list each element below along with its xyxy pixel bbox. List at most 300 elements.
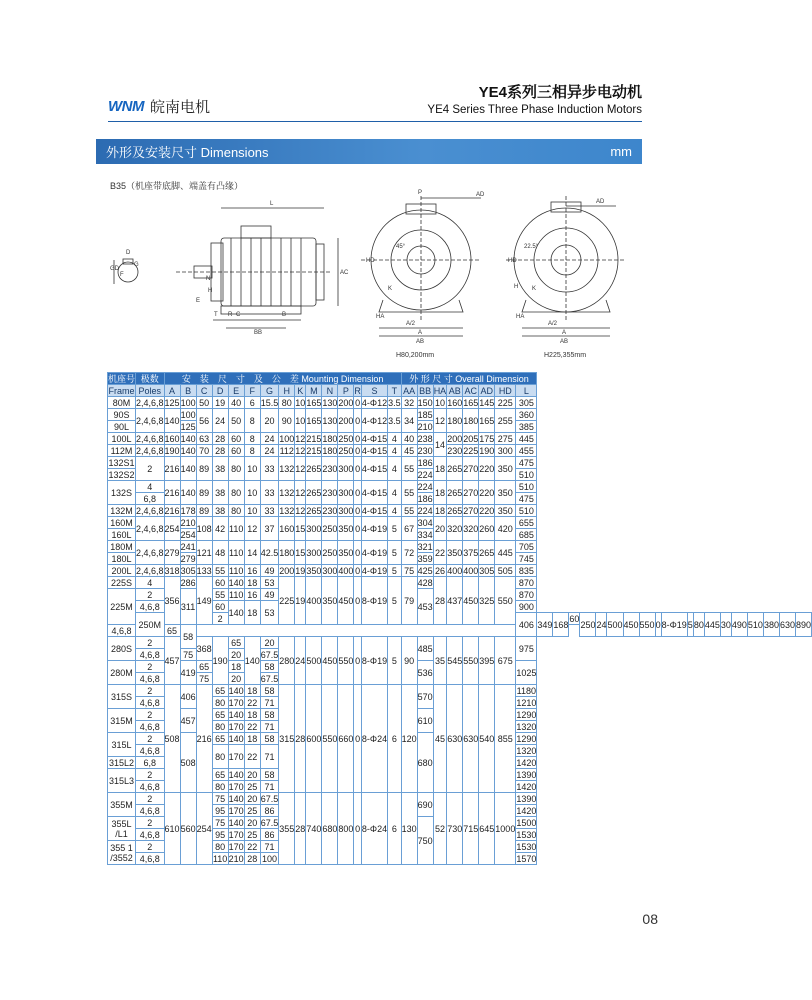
brand-mark: WNM [108,98,144,115]
table-cell: 24 [212,409,228,433]
table-cell: 355 1 /3552 [108,841,136,865]
header-cell: 极数 [136,373,165,385]
header-title-en: YE4 Series Three Phase Induction Motors [427,104,642,116]
table-cell: 545 [447,637,463,685]
table-cell: 508 [180,733,196,793]
table-cell: 315M [108,709,136,733]
table-cell: 58 [260,733,279,745]
table-cell: 350 [338,541,354,565]
table-row [108,793,812,805]
table-cell: 570 [417,685,433,709]
table-cell: 4,6,8 [136,673,165,685]
table-cell: 835 [516,565,537,577]
table-cell: 8-Φ19 [361,637,387,685]
table-header-cn [108,373,812,385]
front-view-1-label-6: A [418,330,423,336]
table-cell: 100 [180,409,196,420]
table-cell: 0 [655,613,661,637]
table-cell: 140 [244,637,260,685]
table-cell: 2 [136,661,165,673]
table-cell: 145 [479,397,495,408]
table-cell: 2,4,6,8 [136,445,164,456]
table-cell: 112M [108,445,136,457]
side-view-label-1: AC [340,270,349,276]
table-cell: 133 [196,565,212,576]
side-view-label-13: G [134,262,139,268]
table-cell: 28 [212,445,228,457]
table-cell: 265 [306,481,322,505]
table-cell: 450 [322,637,338,685]
table-cell: 279 [180,553,196,564]
table-cell: 18 [244,601,260,625]
table-cell: 400 [463,565,479,576]
table-cell: 79 [401,577,417,625]
table-cell: 125 [164,397,180,408]
table-cell: 286 [180,577,196,588]
table-cell: 400 [447,565,463,576]
header-cell: F [244,385,260,397]
table-cell: 630 [779,613,795,637]
table-cell: 80 [693,613,704,637]
table-row [108,457,812,469]
table-cell: 4,6,8 [136,781,165,793]
table-cell: 18 [244,709,260,721]
header-cell: B [180,385,196,397]
table-cell: 2 [136,733,165,745]
side-view [114,208,338,328]
table-cell: 475 [516,457,537,469]
table-cell: 0 [354,793,362,865]
table-cell: 71 [260,841,279,853]
front-view-2-label-8: HA [516,314,525,320]
table-cell: 12 [244,517,260,541]
table-cell: 140 [228,733,244,744]
table-cell: 224 [417,469,433,480]
header-cell: 外 形 尺 寸 Overall Dimension [401,373,537,385]
table-row [108,481,812,493]
table-cell: 2 [136,637,165,649]
header-cell: R [354,385,361,396]
table-cell: 0 [355,397,361,408]
side-view-label-7: C [236,312,241,318]
table-cell: 67.5 [260,649,279,660]
table-cell: 2 [136,817,165,829]
table-cell: 1025 [516,661,537,685]
table-cell: 230 [322,457,338,481]
table-cell: 350 [495,457,516,481]
table-cell: 53 [260,577,279,589]
table-cell: 18 [228,661,244,673]
table-cell: 67.5 [260,817,279,828]
table-cell: 60 [212,577,228,589]
header-cell: 机座号 [108,373,136,384]
table-cell: 42 [212,517,228,541]
table-cell: 2 [136,685,165,697]
table-cell: 38 [212,505,228,517]
header-cell: HD [495,385,516,397]
table-cell: 4,6,8 [136,601,165,613]
table-cell: 110 [228,541,244,565]
table-cell: 0 [354,409,362,433]
table-cell: 20 [260,409,279,433]
table-cell: 120 [401,685,417,793]
table-cell: 3.5 [388,397,401,408]
table-cell: 4 [388,505,402,517]
table-cell: 20 [433,517,447,541]
table-cell: 4-Φ15 [361,481,387,505]
table-cell: 140 [228,601,244,625]
table-cell: 63 [196,433,212,445]
table-cell: 140 [180,445,196,456]
table-cell: 180 [322,433,338,444]
table-cell: 40 [228,397,244,409]
mounting-subtitle: B35（机座带底脚、端盖有凸缘） [110,181,244,191]
table-cell: 25 [244,829,260,841]
table-cell: 1390 [516,793,537,804]
table-cell: 90 [279,409,295,433]
header-cell: P [338,385,354,397]
table-cell: 20 [244,769,260,781]
front-view-2-label-6: A [562,330,567,336]
table-row [108,433,812,445]
table-cell: 325 [479,577,495,625]
table-cell: 500 [306,637,322,685]
table-cell: 455 [516,445,537,457]
table-cell: 19 [295,577,306,625]
table-cell: 359 [417,553,433,564]
table-cell: 132S [108,481,136,505]
table-cell: 14 [244,541,260,565]
table-cell: 175 [479,433,495,444]
table-cell: 300 [495,445,516,457]
table-cell: 254 [196,793,212,865]
table-cell: 2,4,6,8 [136,409,165,433]
header-rule [108,121,642,122]
table-cell: 210 [417,421,433,432]
document-header [427,81,642,116]
table-cell: 24 [260,445,279,457]
table-cell: 4 [136,577,165,589]
table-cell: 300 [338,481,354,505]
front-view-1-label-0: P [418,190,423,196]
table-cell: 255 [495,409,516,433]
table-cell: 6,8 [136,493,165,505]
table-cell: 630 [463,685,479,793]
table-cell: 2 [136,709,165,721]
table-row [108,637,812,649]
table-cell: 2 [212,613,228,625]
table-cell: 40 [401,433,417,445]
front-view-1-label-7: AB [416,339,425,345]
table-cell: 58 [260,661,279,673]
table-cell: 55 [212,589,228,601]
table-cell: 80 [212,781,228,793]
header-cell: N [322,385,338,397]
table-cell: 315 [279,685,295,793]
table-cell: 1180 [516,685,537,696]
front-view-2-label-0: AD [596,199,605,205]
table-cell: 4,6,8 [136,805,165,817]
table-cell: 58 [260,709,279,721]
table-cell: 33 [260,481,279,505]
front-view-1-label-5: A/2 [406,321,416,327]
table-cell: 132 [279,481,295,505]
table-cell: 4-Φ15 [361,457,387,481]
table-cell: 395 [479,637,495,685]
table-cell: 315S [108,685,136,709]
table-cell: 37 [260,517,279,541]
table-cell: 49 [260,565,279,577]
table-cell: 315L [108,733,136,757]
table-cell: 20 [244,817,260,829]
table-row [108,685,812,697]
header-cell: M [306,385,322,397]
table-cell: 305 [516,397,537,409]
front-view-2-label-5: A/2 [548,321,558,327]
table-cell: 165 [306,409,322,433]
table-cell: 510 [747,613,763,637]
table-cell: 65 [164,625,180,637]
table-cell: 89 [196,481,212,505]
table-cell: 86 [260,829,279,841]
table-cell: 2 [136,769,165,781]
table-cell: 4,6,8 [136,853,165,865]
table-cell: 121 [196,541,212,565]
table-cell: 1290 [516,709,537,720]
section-title-bar [96,139,642,164]
front-view-1-label-1: AD [476,192,485,198]
table-row [108,397,812,409]
table-cell: 160 [164,433,180,444]
table-cell: 110 [229,589,244,600]
table-cell: 2,4,6,8 [136,505,164,516]
table-cell: 18 [244,733,260,745]
table-cell: 4-Φ12 [361,409,387,433]
table-cell: 225M [108,589,136,625]
table-cell: 690 [417,793,433,817]
table-cell: 45 [401,445,417,457]
table-cell: 0 [354,457,362,481]
table-cell: 75 [196,673,212,685]
table-cell: 150 [417,397,433,408]
table-cell: 375 [463,541,479,565]
table-cell: 250 [322,517,338,541]
table-cell: 265 [447,457,463,481]
table-cell: 450 [338,577,354,625]
table-cell: 60 [212,601,228,613]
table-cell: 550 [322,685,338,793]
header-cell: K [295,385,306,397]
table-cell: 15 [295,541,306,565]
side-view-label-4: R [228,312,233,318]
table-cell: 1500 [516,817,537,828]
table-cell: 0 [355,505,361,516]
table-cell: 660 [338,685,354,793]
table-cell: 170 [228,829,244,840]
table-cell: 28 [295,793,306,865]
table-cell: 215 [306,433,322,444]
table-cell: 65 [228,637,244,649]
table-cell: 65 [212,769,228,781]
table-cell: 740 [306,793,322,865]
table-cell: 0 [355,433,361,444]
table-cell: 855 [495,685,516,793]
table-cell: 0 [354,685,362,793]
table-cell: 130 [401,793,417,865]
table-cell: 160M [108,517,136,529]
table-cell: 80 [279,397,295,409]
header-cell: Frame [108,385,135,396]
table-cell: 8-Φ19 [361,577,387,625]
header-cell: BB [417,385,433,397]
table-cell: 8-Φ19 [661,613,687,637]
table-cell: 1420 [516,757,537,768]
table-cell: 900 [516,601,537,613]
table-cell: 270 [463,505,479,516]
table-cell: 4-Φ19 [361,517,387,541]
table-cell: 210 [228,853,244,864]
table-cell: 28 [295,685,306,793]
table-cell: 165 [479,409,495,433]
table-cell: 8-Φ24 [361,793,387,865]
table-cell: 280M [108,661,136,685]
table-cell: 140 [228,709,244,720]
table-cell: 5 [388,565,402,577]
table-cell: 0 [355,565,361,576]
table-cell: 95 [212,829,228,841]
table-cell: 10 [244,457,260,481]
table-cell: 4,6,8 [136,697,165,709]
table-cell: 2,4,6,8 [136,565,164,576]
table-cell: 10 [434,397,445,408]
table-cell: 140 [228,577,244,588]
table-cell: 428 [417,577,433,588]
table-cell: 4,6,8 [136,721,165,733]
table-cell: 168 [553,613,569,637]
table-cell: 140 [228,769,244,780]
side-view-label-0: L [270,201,274,207]
table-cell: 200 [338,409,354,433]
table-cell: 12 [295,433,306,444]
table-cell: 48 [212,541,228,565]
front-view-1-label-4: K [388,286,393,292]
table-cell: 380 [763,613,779,637]
table-cell: 75 [212,817,228,829]
table-cell: 185 [417,409,433,420]
table-cell: 12 [295,457,306,481]
table-cell: 457 [180,709,196,733]
table-cell: 28 [244,853,260,865]
table-cell: 265 [447,481,463,505]
table-cell: 178 [180,505,196,516]
table-cell: 745 [516,553,537,565]
front-view-2-label-4: K [532,286,537,292]
table-cell: 445 [704,613,720,637]
table-cell: 60 [228,433,244,445]
table-cell: 132M [108,505,136,517]
table-cell: 350 [338,517,354,541]
table-cell: 80 [212,721,228,733]
table-cell: 250 [338,445,354,456]
table-cell: 55 [401,505,417,517]
header-cell: C [196,385,212,397]
table-cell: 300 [338,457,354,481]
page-number: 08 [642,911,658,927]
table-cell: 334 [417,529,433,540]
table-cell: 200 [279,565,295,576]
table-cell: 550 [639,613,655,637]
table-cell: 250 [580,613,596,637]
table-cell: 132S1 [108,457,135,468]
table-cell: 160 [447,397,463,408]
table-cell: 730 [447,793,463,865]
table-cell: 18 [434,505,445,516]
table-cell: 2,4,6,8 [136,517,165,541]
motor-drawing-svg [96,188,642,360]
table-cell: 6 [388,685,402,793]
table-cell: 140 [228,793,244,804]
header-cell: AC [464,385,477,396]
table-cell: 280S [108,637,136,661]
unit-label: mm [610,144,632,159]
table-cell: 20 [260,637,279,649]
table-cell: 311 [180,589,196,625]
caption-h225-355: H225,355mm [544,352,587,359]
front-view-2-label-2: 22.5° [524,244,539,250]
table-cell: 95 [212,805,228,817]
table-cell: 33 [260,505,279,517]
table-cell: 265 [306,505,322,516]
table-cell: 50 [196,397,212,409]
header-cell: HA [433,385,447,396]
side-view-label-10: GD [110,266,119,272]
table-cell: 32 [401,397,417,409]
table-cell: 20 [228,673,244,685]
table-cell: 80 [212,745,228,769]
header-cell: D [212,385,228,397]
table-cell: 28 [433,577,447,625]
table-cell: 300 [306,541,322,565]
table-cell: 72 [401,541,417,565]
side-view-label-8: B [282,312,287,318]
front-view-2-label-1: HD [508,258,517,264]
table-cell: 55 [401,457,417,481]
table-cell: 160L [108,529,136,541]
table-cell: 58 [180,625,196,649]
table-cell: 315L3 [108,769,136,793]
table-cell: 385 [516,421,537,433]
table-cell: 33 [260,457,279,481]
table-cell: 1320 [516,721,537,732]
table-cell: 22 [244,745,260,769]
table-cell: 2 [136,589,165,601]
table-cell: 600 [306,685,322,793]
front-view-1-label-2: HD [366,258,375,264]
table-cell: 400 [338,565,354,576]
table-cell: 320 [463,517,479,541]
table-cell: 485 [417,637,433,661]
table-cell: 680 [322,793,338,865]
table-cell: 8 [244,445,260,457]
table-cell: 536 [417,661,433,685]
table-cell: 100 [180,397,196,408]
table-cell: 67 [401,517,417,541]
table-cell: 140 [164,409,180,433]
table-cell: 680 [417,733,433,793]
table-cell: 315L2 [108,757,135,768]
table-cell: 241 [180,541,196,552]
table-cell: 4 [388,433,402,445]
